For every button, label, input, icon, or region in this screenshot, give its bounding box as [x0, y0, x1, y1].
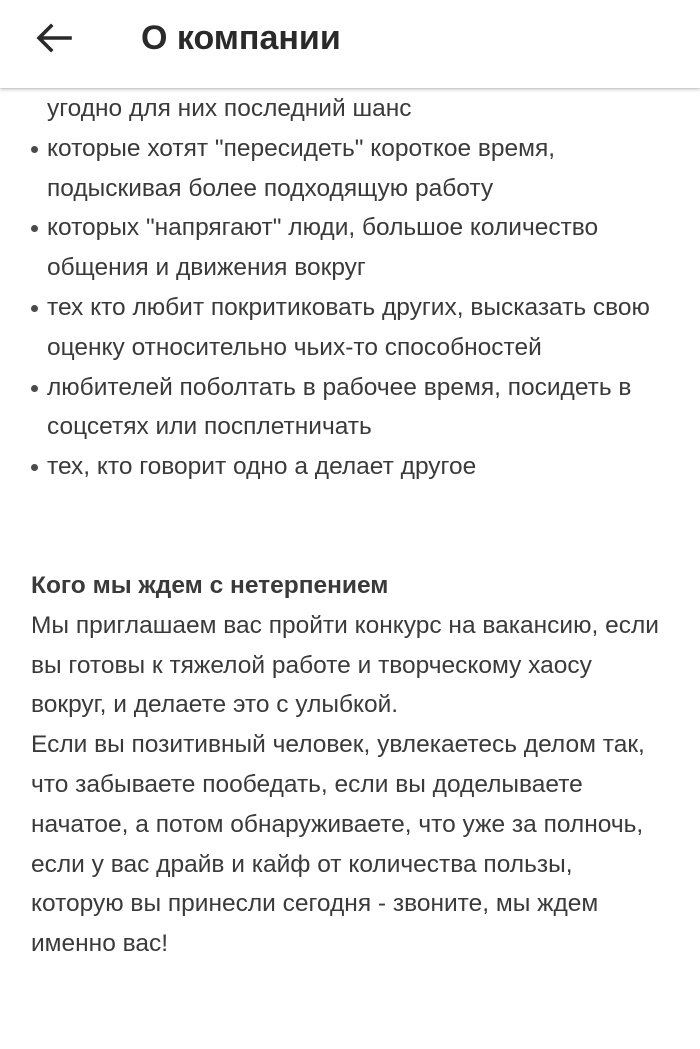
section-heading: Кого мы ждем с нетерпением [31, 571, 389, 599]
invitation-paragraph: Мы приглашаем вас пройти конкурс на вакансию, если вы готовы к тяжелой работе и творческому хаосу вокруг, и делаете это с улыбкой. [31, 611, 659, 719]
bullet-item [0, 288, 700, 368]
bullet-dot-icon [31, 464, 38, 471]
content-area[interactable] [0, 88, 700, 1049]
section-spacer [0, 487, 700, 566]
company-description [0, 89, 700, 964]
bullet-dot-icon [31, 225, 38, 232]
bullet-item [0, 208, 700, 288]
bullet-item [0, 129, 700, 209]
page-title: О компании [141, 19, 341, 57]
bullet-text: угодно для них последний шанс [47, 95, 412, 122]
bullet-text: которых "напрягают" люди, большое количество общения и движения вокруг [47, 214, 599, 282]
bullet-text: любителей поболтать в рабочее время, посидеть в соцсетях или посплетничать [47, 373, 632, 441]
bullet-dot-icon [31, 146, 38, 153]
bullet-dot-icon [31, 305, 38, 312]
bullet-item [0, 447, 700, 487]
bullet-text: тех кто любит покритиковать других, высказать свою оценку относительно чьих-то способностей [47, 293, 650, 361]
bullet-dot-icon [31, 385, 38, 392]
call-to-action-paragraph: Если вы позитивный человек, увлекаетесь делом так, что забываете пообедать, если вы доделываете начатое, а потом обнаруживаете, что уже за полночь, если у вас драйв и кайф от количества пользы, которую вы принесли сегодня - звоните, мы ждем именно вас! [31, 731, 645, 958]
arrow-left-icon [36, 23, 72, 53]
bullet-text: тех, кто говорит одно а делает другое [47, 453, 477, 481]
app-bar [0, 0, 700, 88]
bullet-text: которые хотят "пересидеть" короткое время, подыскивая более подходящую работу [47, 134, 556, 202]
bullet-item [0, 368, 700, 448]
bullet-list [0, 89, 700, 487]
back-button[interactable] [22, 12, 86, 64]
bullet-item [0, 89, 700, 129]
